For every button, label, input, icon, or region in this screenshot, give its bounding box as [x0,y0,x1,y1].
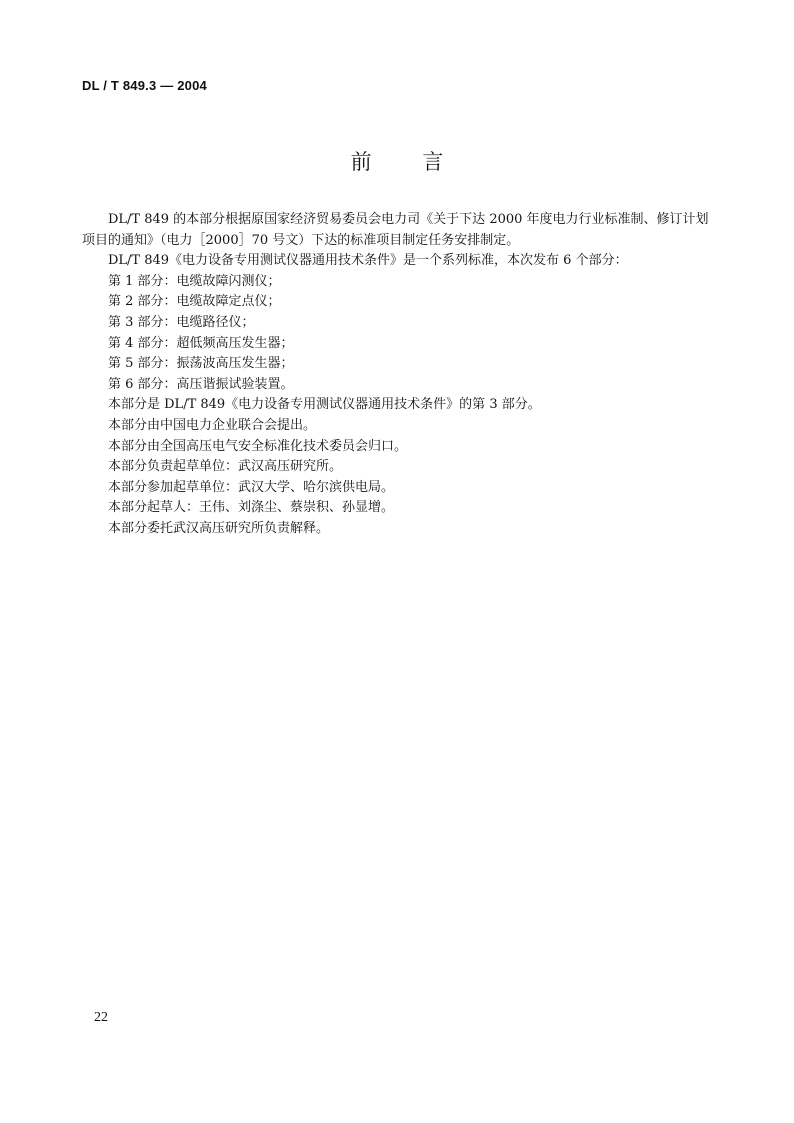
paragraph-this-part: 本部分是 DL/T 849《电力设备专用测试仪器通用技术条件》的第 3 部分。 [108,397,541,413]
paragraph-series: DL/T 849《电力设备专用测试仪器通用技术条件》是一个系列标准，本次发布 6 个部分： [108,253,628,269]
paragraph-drafters: 本部分起草人：王伟、刘涤尘、蔡崇积、孙显增。 [108,500,395,516]
page-title: 前 言 [350,150,466,174]
list-item-part-4: 第 4 部分：超低频高压发生器； [108,335,294,351]
list-item-part-3: 第 3 部分：电缆路径仪； [108,314,255,330]
list-item-part-1: 第 1 部分：电缆故障闪测仪； [108,273,281,289]
foreword-body [82,210,712,540]
paragraph-interpretation: 本部分委托武汉高压研究所负责解释。 [108,520,330,536]
standard-code-header: DL / T 849.3 — 2004 [82,78,207,93]
list-item-part-6: 第 6 部分：高压谐振试验装置。 [108,376,294,392]
page-number: 22 [94,1010,108,1025]
paragraph-lead-drafter-unit: 本部分负责起草单位：武汉高压研究所。 [108,459,343,475]
list-item-part-5: 第 5 部分：振荡波高压发生器； [108,356,294,372]
paragraph-participating-units: 本部分参加起草单位：武汉大学、哈尔滨供电局。 [108,479,395,495]
paragraph-intro: DL/T 849 的本部分根据原国家经济贸易委员会电力司《关于下达 2000 年度电力行业标准制、修订计划项目的通知》（电力［2000］70 号文）下达的标准项目制定任务安排制定。 [82,212,709,248]
paragraph-committee: 本部分由全国高压电气安全标准化技术委员会归口。 [108,438,408,454]
paragraph-proposer: 本部分由中国电力企业联合会提出。 [108,417,317,433]
list-item-part-2: 第 2 部分：电缆故障定点仪； [108,294,281,310]
